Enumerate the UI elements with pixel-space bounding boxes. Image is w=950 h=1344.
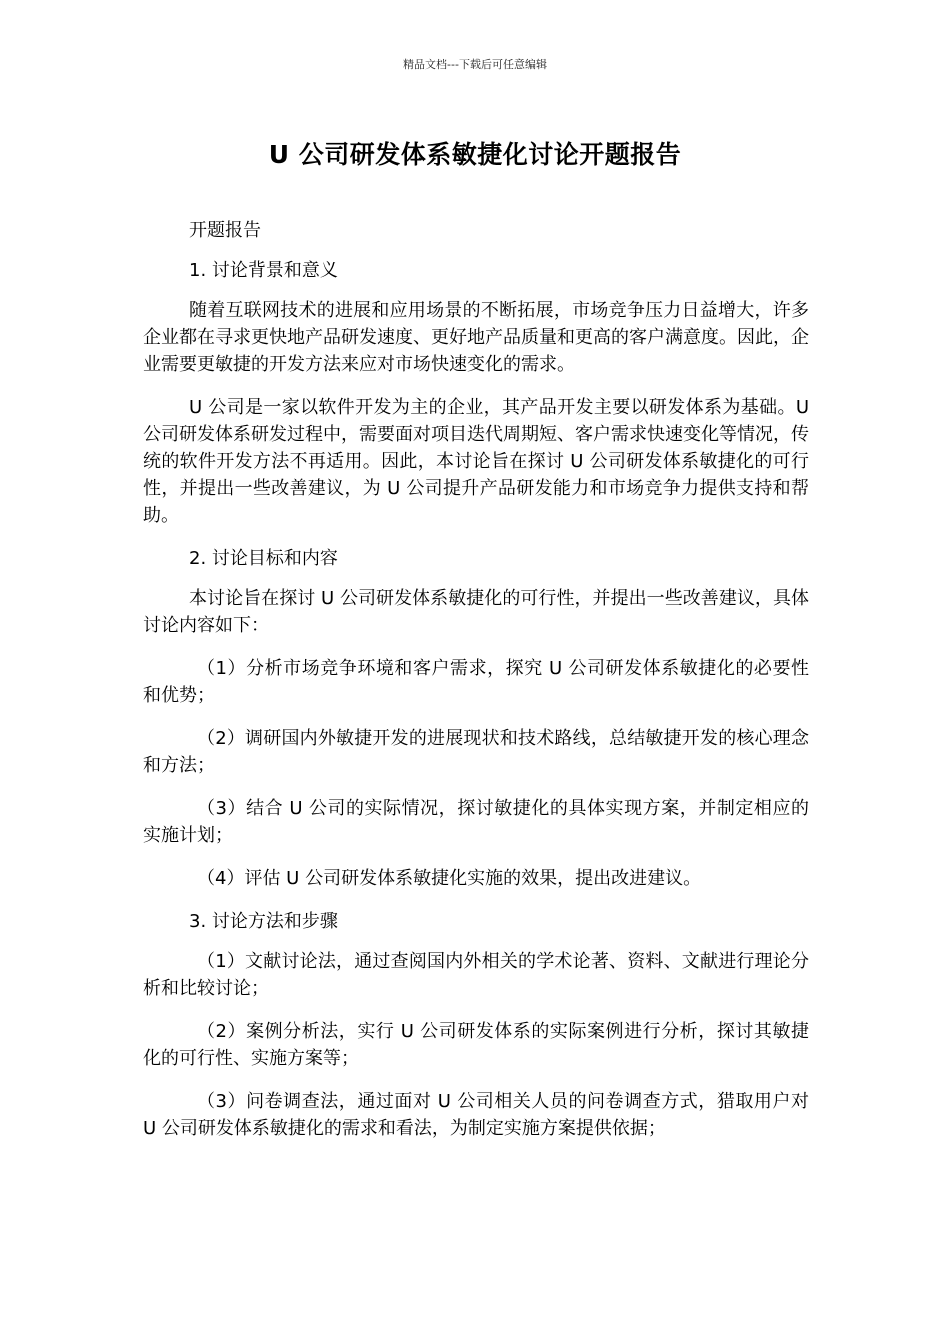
list-item-goal-3: （3）结合 U 公司的实际情况，探讨敏捷化的具体实现方案，并制定相应的实施计划； — [143, 798, 809, 846]
paragraph-goals-intro: 本讨论旨在探讨 U 公司研发体系敏捷化的可行性，并提出一些改善建议，具体讨论内容如下： — [143, 588, 809, 636]
section-heading-report: 开题报告 — [189, 220, 261, 241]
running-header: 精品文档---下载后可任意编辑 — [403, 58, 547, 71]
list-item-goal-2: （2）调研国内外敏捷开发的进展现状和技术路线，总结敏捷开发的核心理念和方法； — [143, 728, 809, 776]
list-item-method-2: （2）案例分析法，实行 U 公司研发体系的实际案例进行分析，探讨其敏捷化的可行性、实施方案等； — [143, 1021, 809, 1069]
section-heading-goals: 2. 讨论目标和内容 — [189, 548, 338, 569]
list-item-method-1: （1）文献讨论法，通过查阅国内外相关的学术论著、资料、文献进行理论分析和比较讨论； — [143, 951, 809, 999]
list-item-goal-4: （4）评估 U 公司研发体系敏捷化实施的效果，提出改进建议。 — [197, 868, 702, 889]
list-item-goal-1: （1）分析市场竞争环境和客户需求，探究 U 公司研发体系敏捷化的必要性和优势； — [143, 658, 809, 706]
paragraph-background-1: 随着互联网技术的进展和应用场景的不断拓展，市场竞争压力日益增大，许多企业都在寻求更快地产品研发速度、更好地产品质量和更高的客户满意度。因此，企业需要更敏捷的开发方法来应对市场快速变化的需求。 — [143, 300, 809, 375]
document-body — [143, 217, 809, 1158]
paragraph-background-2: U 公司是一家以软件开发为主的企业，其产品开发主要以研发体系为基础。U 公司研发体系研发过程中，需要面对项目迭代周期短、客户需求快速变化等情况，传统的软件开发方法不再适用。因此，本讨论旨在探讨 U 公司研发体系敏捷化的可行性，并提出一些改善建议，为 U 公司提升产品研发能力和市场竞争力提供支持和帮助。 — [143, 397, 809, 526]
section-heading-methods: 3. 讨论方法和步骤 — [189, 911, 338, 932]
document-title: U 公司研发体系敏捷化讨论开题报告 — [268, 140, 682, 169]
list-item-method-3: （3）问卷调查法，通过面对 U 公司相关人员的问卷调查方式，猎取用户对 U 公司研发体系敏捷化的需求和看法，为制定实施方案提供依据； — [143, 1091, 809, 1139]
section-heading-background: 1. 讨论背景和意义 — [189, 260, 338, 281]
